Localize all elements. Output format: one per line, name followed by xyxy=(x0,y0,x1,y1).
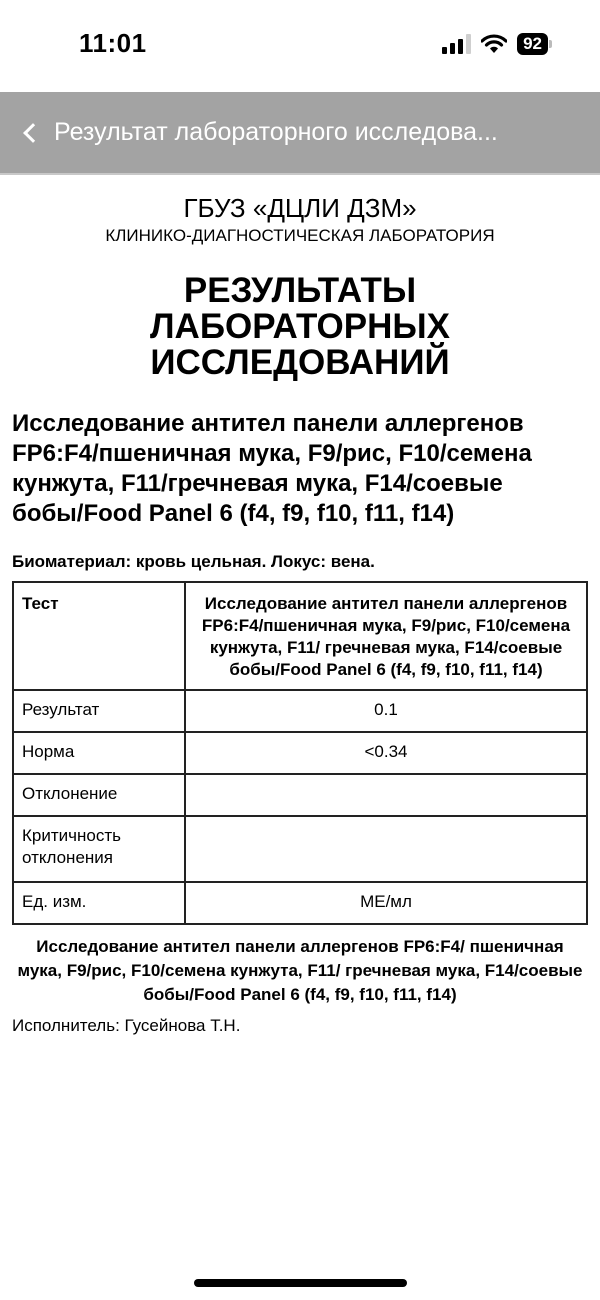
status-time: 11:01 xyxy=(79,28,147,58)
biomaterial-info: Биоматериал: кровь цельная. Локус: вена. xyxy=(12,552,375,571)
header-value-cell: Исследование антител панели аллергенов FP6:F4/пшеничная мука, F9/рис, F10/семена кунжута, F11/ гречневая мука, F14/соевые бобы/Food Panel 6 (f4, f9, f10, f11, f14) xyxy=(185,582,587,690)
org-subtitle: КЛИНИКО-ДИАГНОСТИЧЕСКАЯ ЛАБОРАТОРИЯ xyxy=(105,226,495,245)
battery-cap xyxy=(549,40,552,48)
row-value-criticality xyxy=(185,816,587,882)
row-label-criticality: Критичность отклонения xyxy=(13,816,185,882)
nav-title: Результат лабораторного исследова... xyxy=(54,118,498,146)
row-value-result: 0.1 xyxy=(185,690,587,732)
study-title: Исследование антител панели аллергенов FP6:F4/пшеничная мука, F9/рис, F10/семена кунжута, F11/гречневая мука, F14/соевые бобы/Food Panel 6 (f4, f9, f10, f11, f14) xyxy=(12,410,532,527)
wifi-icon xyxy=(481,34,507,54)
battery-icon xyxy=(517,33,552,55)
footer-study-title: Исследование антител панели аллергенов FP6:F4/ пшеничная мука, F9/рис, F10/семена кунжута, F11/ гречневая мука, F14/соевые бобы/Food Panel 6 (f4, f9, f10, f11, f14) xyxy=(17,937,583,1004)
row-label-deviation: Отклонение xyxy=(13,774,185,816)
signal-icon xyxy=(442,34,471,54)
row-label-units: Ед. изм. xyxy=(13,882,185,924)
table-row xyxy=(13,774,587,816)
battery-level: 92 xyxy=(517,33,548,55)
table-row xyxy=(13,732,587,774)
back-button[interactable] xyxy=(0,118,498,147)
document-title-line: ЛАБОРАТОРНЫХ xyxy=(150,307,450,346)
document-content xyxy=(0,175,600,1037)
chevron-left-icon[interactable] xyxy=(23,123,43,143)
row-value-norm: <0.34 xyxy=(185,732,587,774)
results-table xyxy=(12,581,588,925)
table-header-row xyxy=(13,582,587,690)
org-name: ГБУЗ «ДЦЛИ ДЗМ» xyxy=(183,193,417,223)
status-icons xyxy=(442,33,552,55)
row-label-result: Результат xyxy=(13,690,185,732)
header-label-cell: Тест xyxy=(13,582,185,690)
document-title xyxy=(12,273,588,381)
status-bar xyxy=(0,0,600,92)
document-title-line: РЕЗУЛЬТАТЫ xyxy=(183,271,417,310)
document-title-line: ИССЛЕДОВАНИЙ xyxy=(150,343,450,382)
row-value-units: МЕ/мл xyxy=(185,882,587,924)
row-value-deviation xyxy=(185,774,587,816)
nav-bar xyxy=(0,92,600,175)
row-label-norm: Норма xyxy=(13,732,185,774)
table-row xyxy=(13,816,587,882)
table-row xyxy=(13,882,587,924)
executor-info: Исполнитель: Гусейнова Т.Н. xyxy=(12,1016,241,1035)
home-indicator[interactable] xyxy=(194,1279,407,1287)
table-row xyxy=(13,690,587,732)
